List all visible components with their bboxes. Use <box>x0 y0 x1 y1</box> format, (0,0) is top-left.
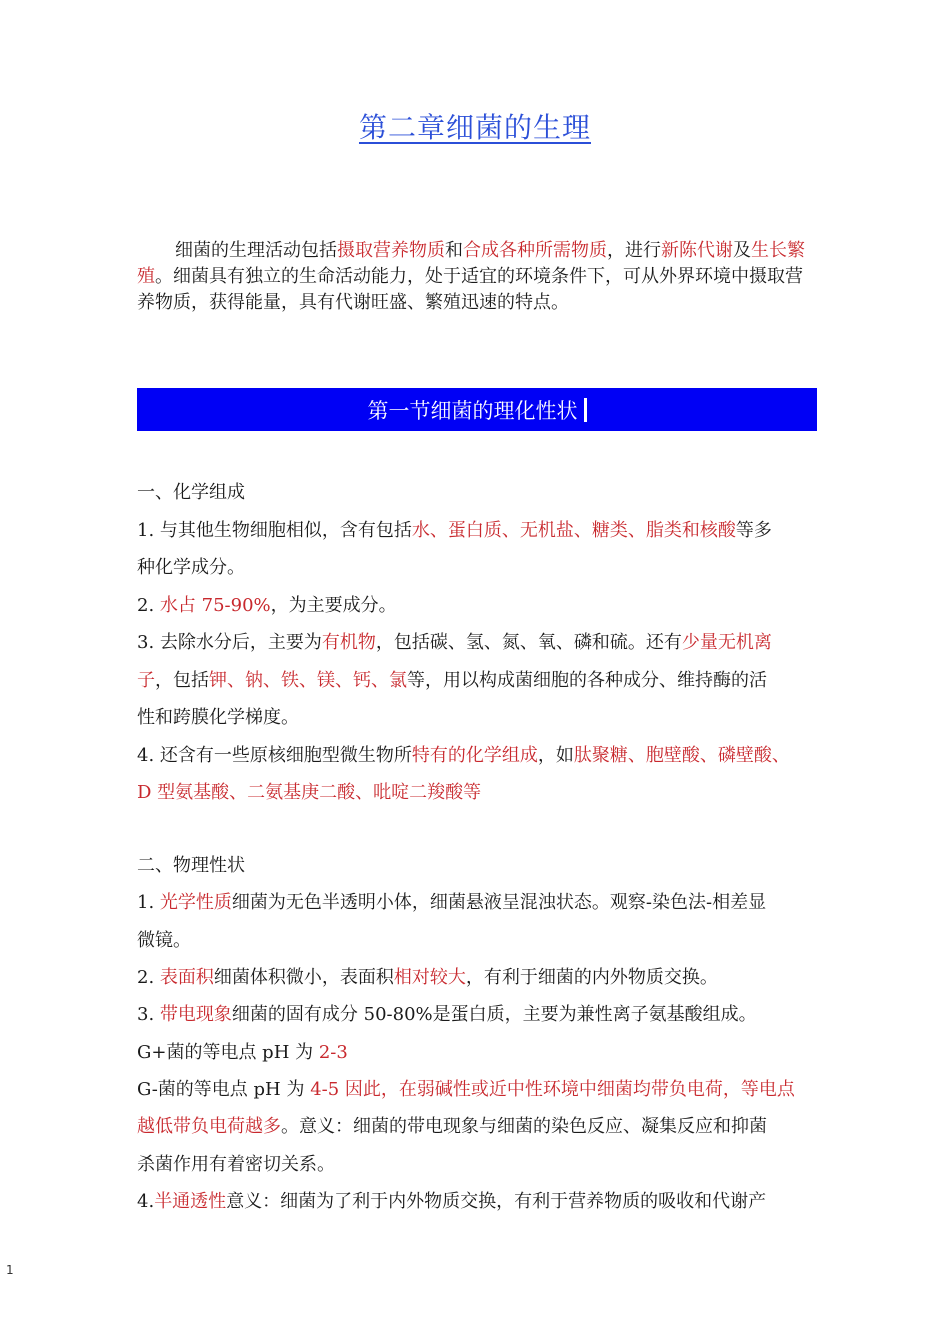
highlight: 带电现象 <box>159 1004 232 1025</box>
text: 4. <box>137 1191 155 1212</box>
phys-item-1 <box>137 888 766 914</box>
highlight: 肽聚糖、胞壁酸、磷壁酸、 <box>573 745 790 766</box>
chem-item-2 <box>137 591 397 617</box>
text: 3. <box>137 1004 160 1025</box>
intro-text: 。细菌具有独立的生命活动能力，处于适宜的环境条件下，可从外界环境中摄取营养物质，获得能量，具有代谢旺盛、繁殖迅速的特点。 <box>137 266 803 313</box>
text: 细菌的固有成分 50-80%是蛋白质，主要为兼性离子氨基酸组成。 <box>231 1004 757 1025</box>
text: 3. 去除水分后，主要为 <box>137 632 322 653</box>
text: 1. 与其他生物细胞相似，含有包括 <box>137 520 412 541</box>
chem-item-3 <box>137 628 772 654</box>
chem-item-1-cont: 种化学成分。 <box>137 557 245 578</box>
phys-item-3-cont <box>137 1112 767 1138</box>
phys-item-1-cont: 微镜。 <box>137 930 191 951</box>
chem-item-4 <box>137 741 790 767</box>
highlight: 子 <box>137 670 155 691</box>
chem-item-3-cont2: 性和跨膜化学梯度。 <box>137 707 299 728</box>
intro-highlight: 生长繁殖 <box>137 240 805 287</box>
text: ，有利于细菌的内外物质交换。 <box>465 967 718 988</box>
highlight: 特有的化学组成 <box>411 745 538 766</box>
chem-item-4-cont: D 型氨基酸、二氨基庚二酸、吡啶二羧酸等 <box>137 782 482 803</box>
intro-text: 细菌的生理活动包括 <box>175 240 337 261</box>
intro-highlight: 新陈代谢 <box>661 240 733 261</box>
text: 细菌为无色半透明小体，细菌悬液呈混浊状态。观察-染色法-相差显 <box>231 892 767 913</box>
highlight: 越低带负电荷越多 <box>137 1116 281 1137</box>
highlight: 表面积 <box>159 967 214 988</box>
text: 4. 还含有一些原核细胞型微生物所 <box>137 745 412 766</box>
text: 2. <box>137 967 160 988</box>
highlight: 水占 75-90% <box>159 595 271 616</box>
text: 等多 <box>735 520 772 541</box>
text: 1. <box>137 892 160 913</box>
text: 2. <box>137 595 160 616</box>
text: ，包括 <box>155 670 209 691</box>
text: 细菌体积微小，表面积 <box>213 967 394 988</box>
text: 等，用以构成菌细胞的各种成分、维持酶的活 <box>407 670 767 691</box>
intro-highlight: 摄取营养物质 <box>337 240 445 261</box>
text-cursor-icon <box>584 398 587 422</box>
page-number: 1 <box>6 1263 14 1277</box>
phys-item-3 <box>137 1000 757 1026</box>
highlight: 钾、钠、铁、镁、钙、氯 <box>209 670 407 691</box>
highlight: 少量无机离 <box>681 632 772 653</box>
highlight: 2-3 <box>318 1042 348 1063</box>
chem-item-3-cont <box>137 666 767 692</box>
chem-heading: 一、化学组成 <box>137 482 245 503</box>
highlight: 光学性质 <box>159 892 232 913</box>
text: 意义：细菌为了利于内外物质交换，有利于营养物质的吸收和代谢产 <box>226 1191 767 1212</box>
highlight: 水、蛋白质、无机盐、糖类、脂类和核酸 <box>411 520 736 541</box>
intro-text: 和 <box>445 240 463 261</box>
phys-heading: 二、物理性状 <box>137 855 245 876</box>
text: 。意义：细菌的带电现象与细菌的染色反应、凝集反应和抑菌 <box>281 1116 767 1137</box>
text: G+菌的等电点 pH 为 <box>137 1042 319 1063</box>
phys-item-3-cont2: 杀菌作用有着密切关系。 <box>137 1154 335 1175</box>
chem-item-1 <box>137 516 772 542</box>
intro-highlight: 合成各种所需物质 <box>463 240 607 261</box>
text: ，为主要成分。 <box>270 595 397 616</box>
intro-paragraph <box>137 238 815 316</box>
highlight: 有机物 <box>321 632 376 653</box>
section-heading-text: 第一节细菌的理化性状 <box>367 398 578 423</box>
text: ，包括碳、氢、氮、氧、磷和硫。还有 <box>375 632 682 653</box>
phys-item-3-gneg <box>137 1075 795 1101</box>
phys-item-3-gpos <box>137 1038 348 1064</box>
text: G-菌的等电点 pH 为 <box>137 1079 311 1100</box>
intro-text: ，进行 <box>607 240 661 261</box>
phys-item-4 <box>137 1187 766 1213</box>
intro-text: 及 <box>733 240 751 261</box>
highlight: 相对较大 <box>393 967 466 988</box>
section-heading-bar <box>137 388 817 431</box>
highlight: 半通透性 <box>154 1191 227 1212</box>
phys-item-2 <box>137 963 718 989</box>
text: ，如 <box>537 745 574 766</box>
highlight: 4-5 因此，在弱碱性或近中性环境中细菌均带负电荷，等电点 <box>310 1079 795 1100</box>
chapter-title: 第二章细菌的生理 <box>358 111 591 144</box>
